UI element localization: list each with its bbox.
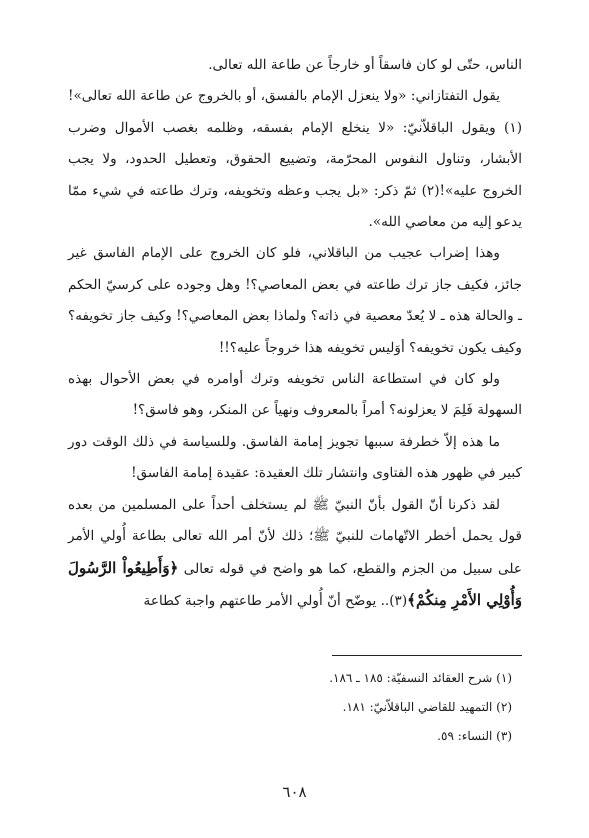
paragraph-continuation: الناس، حتّى لو كان فاسقاً أو خارجاً عن طاعة الله تعالى. [208, 57, 522, 73]
footnote-divider [332, 655, 522, 656]
paragraph-succession [68, 490, 522, 618]
quran-verse: ﴿وَأَطِيعُواْ الرَّسُولَ وَأُوْلِي الأَمْرِ مِنكُمْ﴾ [68, 558, 522, 609]
paragraph-baqillani-critique: وهذا إضراب عجيب من الباقلاني، فلو كان الخروج على الإمام الفاسق غير جائز، فكيف جاز ترك طاعته في بعض المعاصي؟! وهل وجوده على كرسيّ الحكم ـ والحالة هذه ـ لا يُعدّ معصية في ذاته؟ ولماذا بعض المعاصي؟! وكيف جاز تخويفه؟ وكيف يكون تخويفه؟ أوَليس تخويفه هذا خروجاً عليه؟!! [68, 245, 522, 356]
footnote-3: (٣) النساء: ٥٩. [437, 729, 512, 743]
body-text [68, 50, 522, 617]
paragraph-political-context: ما هذه إلاّ خطرفة سببها تجويز إمامة الفاسق. وللسياسة في ذلك الوقت دور كبير في ظهور هذه الفتاوى وانتشار تلك العقيدة: عقيدة إمامة الفاسق! [68, 433, 522, 482]
footnotes [68, 664, 522, 751]
footnote-1: (١) شرح العقائد النسفيّة: ١٨٥ ـ ١٨٦. [329, 671, 512, 685]
succession-text-after: (٣).. يوضّح أنّ أُولي الأمر طاعتهم واجبة كطاعة [143, 592, 408, 609]
page-number: ٦٠٨ [282, 783, 307, 801]
footnote-2: (٢) التمهيد للقاضي الباقلاّنيّ: ١٨١. [342, 700, 512, 714]
succession-text-before: لقد ذكرنا أنّ القول بأنّ النبيّ ﷺ لم يستخلف أحداً على المسلمين من بعده قول يحمل أخطر الاتّهامات للنبيّ ﷺ؛ ذلك لأنّ أمر الله تعالى بطاعة أُولي الأمر على سبيل من الجزم والقطع، كما هو واضح في قوله تعالى [68, 496, 522, 577]
paragraph-removal-question: ولو كان في استطاعة الناس تخويفه وترك أوامره في بعض الأحوال بهذه السهولة فَلِمَ لا يعزلونه؟ أمراً بالمعروف ونهياً عن المنكر، وهو فاسق؟! [68, 371, 522, 419]
paragraph-taftazani-quote: يقول التفتازاني: «ولا ينعزل الإمام بالفسق، أو بالخروج عن طاعة الله تعالى»!(١) ويقول الباقلاّنيّ: «لا ينخلع الإمام بفسقه، وظلمه بغصب الأموال وضرب الأبشار، وتناول النفوس المحرّمة، وتضييع الحقوق، وتعطيل الحدود، ولا يجب الخروج عليه»!(٢) ثمّ ذكر: «بل يجب وعظه وتخويفه، وترك طاعته في شيء ممّا يدعو إليه من معاصي الله». [68, 88, 522, 231]
